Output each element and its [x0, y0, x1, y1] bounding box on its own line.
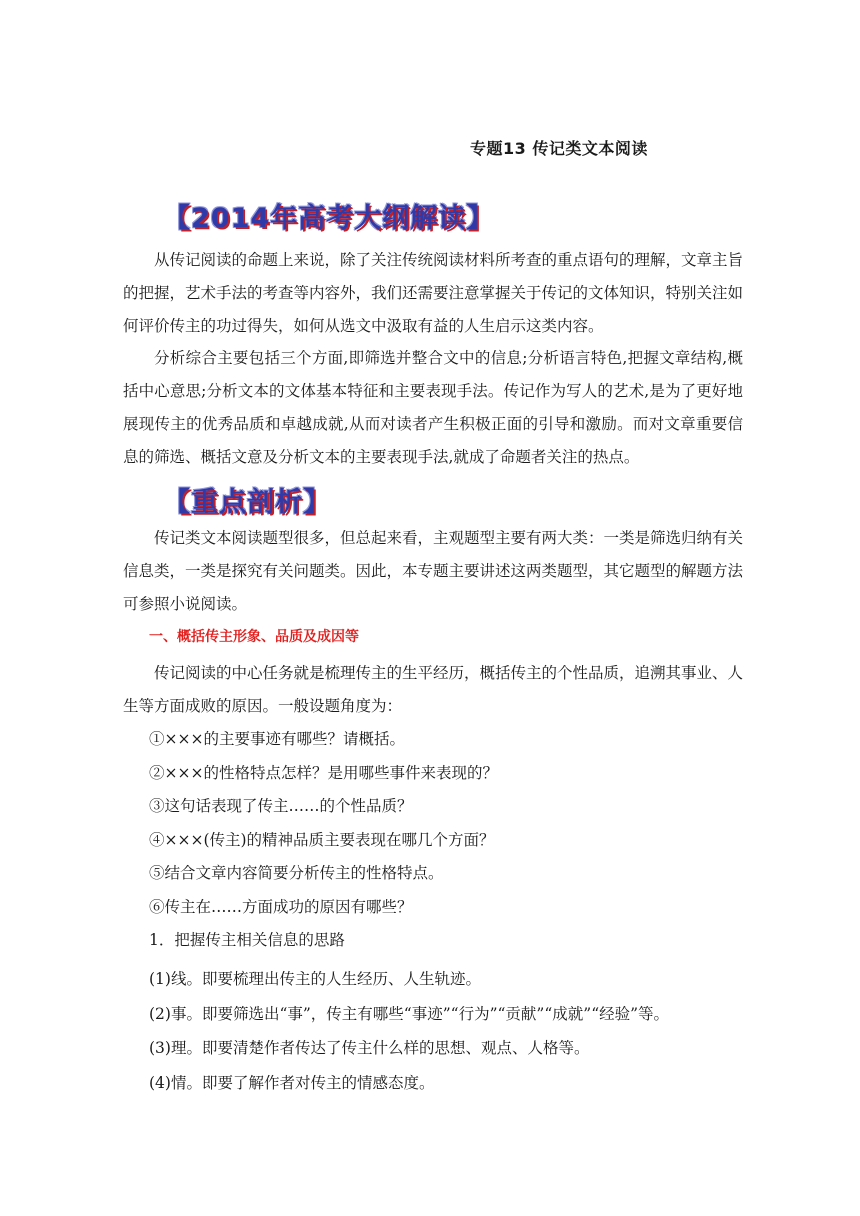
section-heading: 一、概括传主形象、品质及成因等	[149, 629, 359, 645]
intro-paragraph-1: 从传记阅读的命题上来说，除了关注传统阅读材料所考查的重点语句的理解，文章主旨的把握，艺术手法的考查等内容外，我们还需要注意掌握关于传记的文体知识，特别关注如何评价传主的功过得失，如何从选文中汲取有益的人生启示这类内容。	[123, 251, 744, 335]
list-item: (3)理。即要清楚作者传达了传主什么样的思想、观点、人格等。	[149, 1039, 590, 1057]
list-item: (4)情。即要了解作者对传主的情感态度。	[149, 1073, 435, 1092]
list-item: ②×××的性格特点怎样？是用哪些事件来表现的？	[149, 763, 498, 782]
list-item: ⑤结合文章内容简要分析传主的性格特点。	[149, 864, 444, 883]
list-item: (2)事。即要筛选出“事”，传主有哪些“事迹”“行为”“贡献”“成就”“经验”等。	[149, 1004, 670, 1023]
list-item: ⑥传主在……方面成功的原因有哪些？	[149, 897, 413, 916]
analysis-paragraph: 传记类文本阅读题型很多，但总起来看，主观题型主要有两大类：一类是筛选归纳有关信息类，一类是探究有关问题类。因此，本专题主要讲述这两类题型，其它题型的解题方法可参照小说阅读。	[123, 529, 744, 613]
ideas-title: 1．把握传主相关信息的思路	[149, 931, 345, 949]
list-item: ④×××(传主)的精神品质主要表现在哪几个方面？	[149, 830, 495, 849]
ideas-list	[149, 962, 769, 1100]
question-list	[149, 723, 498, 925]
list-item: ③这句话表现了传主……的个性品质？	[149, 797, 413, 816]
section-paragraph: 传记阅读的中心任务就是梳理传主的生平经历，概括传主的个性品质，追溯其事业、人生等方面成败的原因。一般设题角度为：	[123, 664, 744, 715]
key-analysis-banner: 【重点剖析】	[163, 487, 331, 518]
list-item: (1)线。即要梳理出传主的人生经历、人生轨迹。	[149, 970, 481, 988]
syllabus-banner: 【2014年高考大纲解读】	[163, 203, 495, 234]
intro-paragraph-2: 分析综合主要包括三个方面,即筛选并整合文中的信息;分析语言特色,把握文章结构,概括中心意思;分析文本的文体基本特征和主要表现手法。传记作为写人的艺术,是为了更好地展现传主的优秀品质和卓越成就,从而对读者产生积极正面的引导和激励。而对文章重要信息的筛选、概括文意及分析文本的主要表现手法,就成了命题者关注的热点。	[123, 349, 743, 466]
list-item: ①×××的主要事迹有哪些？请概括。	[149, 730, 405, 748]
page-title: 专题13 传记类文本阅读	[470, 139, 648, 158]
